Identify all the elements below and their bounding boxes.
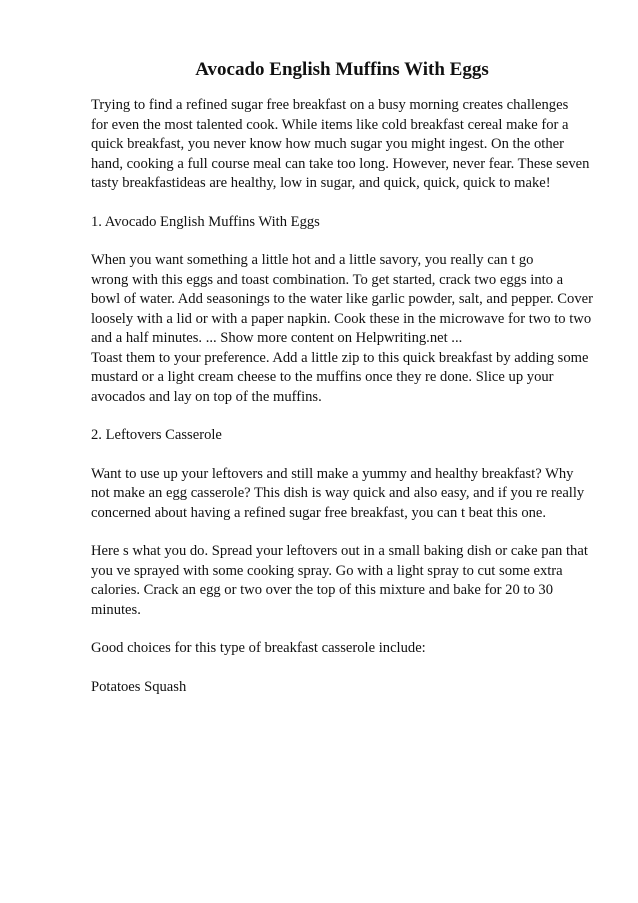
text-line: calories. Crack an egg or two over the top of this mixture and bake for 20 to 30 — [91, 582, 554, 598]
text-line: Good choices for this type of breakfast casserole include: — [91, 640, 426, 656]
text-line: Want to use up your leftovers and still make a yummy and healthy breakfast? Why — [91, 465, 574, 482]
section-2-paragraph-4 — [91, 678, 593, 698]
text-line: and a half minutes. ... Show more content on Helpwriting.net ... — [91, 330, 463, 346]
text-line: wrong with this eggs and toast combination. To get started, crack two eggs into a — [91, 271, 564, 288]
section-1-paragraph — [91, 251, 593, 407]
text-line: minutes. — [91, 601, 141, 618]
text-line: Here s what you do. Spread your leftovers out in a small baking dish or cake pan that — [91, 543, 588, 559]
text-line: concerned about having a refined sugar free breakfast, you can t beat this one. — [91, 504, 547, 521]
text-line: quick breakfast, you never know how much sugar you might ingest. On the other — [91, 136, 564, 152]
text-line: hand, cooking a full course meal can take too long. However, never fear. These seven — [91, 155, 590, 172]
text-line: When you want something a little hot and a little savory, you really can t go — [91, 252, 534, 268]
text-line: bowl of water. Add seasonings to the water like garlic powder, salt, and pepper. Cover — [91, 291, 593, 307]
section-2-paragraph-3 — [91, 639, 593, 659]
text-line: mustard or a light cream cheese to the muffins once they re done. Slice up your — [91, 369, 554, 385]
section-2-paragraph-2 — [91, 542, 593, 620]
text-line: avocados and lay on top of the muffins. — [91, 388, 322, 405]
section-heading-2 — [91, 426, 593, 446]
section-2-paragraph-1 — [91, 465, 593, 524]
text-line: Toast them to your preference. Add a little zip to this quick breakfast by adding some — [91, 349, 589, 366]
text-line: tasty breakfastideas are healthy, low in sugar, and quick, quick, quick to make! — [91, 175, 551, 191]
document-page — [91, 58, 593, 716]
text-line: you ve sprayed with some cooking spray. Go with a light spray to cut some extra — [91, 562, 563, 579]
section-heading-1 — [91, 213, 593, 233]
text-line: 1. Avocado English Muffins With Eggs — [91, 213, 320, 230]
text-line: Potatoes Squash — [91, 678, 187, 695]
text-line: for even the most talented cook. While items like cold breakfast cereal make for a — [91, 116, 569, 133]
text-line: 2. Leftovers Casserole — [91, 427, 222, 443]
text-line: loosely with a lid or with a paper napkin. Cook these in the microwave for two to two — [91, 310, 592, 327]
text-line: Trying to find a refined sugar free breakfast on a busy morning creates challenges — [91, 97, 569, 113]
document-title: Avocado English Muffins With Eggs — [195, 59, 489, 80]
intro-paragraph — [91, 96, 593, 194]
text-line: not make an egg casserole? This dish is way quick and also easy, and if you re really — [91, 485, 585, 501]
